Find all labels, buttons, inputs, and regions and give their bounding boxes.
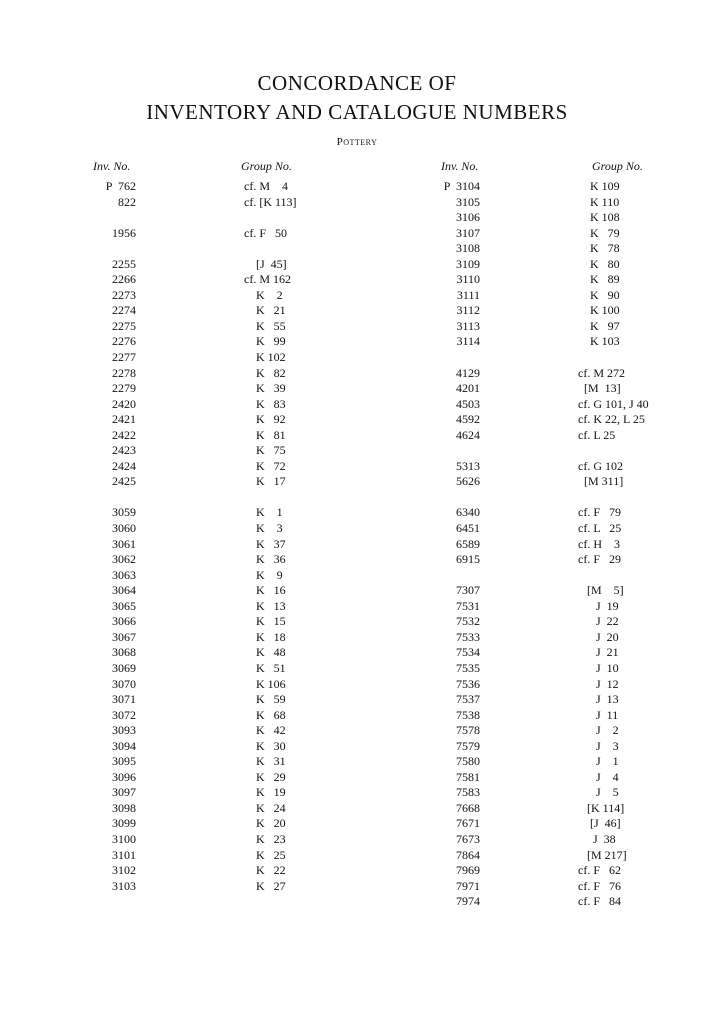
- inventory-number: 3065: [112, 598, 136, 613]
- table-row: [96, 334, 286, 350]
- inventory-number: 3108: [456, 241, 480, 256]
- group-number: cf. L 25: [578, 427, 616, 442]
- table-row: [96, 847, 286, 864]
- table-row: [432, 365, 625, 382]
- group-number: K 13: [244, 598, 286, 613]
- inventory-number: 7971: [456, 878, 480, 893]
- group-number: cf. F 50: [244, 225, 287, 240]
- table-row: [432, 723, 619, 739]
- group-number: cf. G 101, J 40: [578, 396, 649, 411]
- inventory-number: 2255: [112, 256, 136, 271]
- inventory-number: 3062: [112, 552, 136, 567]
- inventory-number: 7533: [456, 629, 480, 644]
- table-row: [96, 785, 286, 801]
- table-row: [96, 800, 286, 817]
- group-number: cf. [K 113]: [244, 194, 297, 209]
- table-row: [96, 645, 286, 661]
- inventory-number: 3067: [112, 629, 136, 644]
- inventory-number: 3112: [456, 303, 480, 318]
- group-number: K 20: [244, 816, 286, 831]
- group-number: cf. F 29: [578, 552, 621, 567]
- inventory-number: 3113: [456, 318, 480, 333]
- group-number: cf. M 4: [244, 179, 288, 193]
- inventory-number: 7668: [456, 800, 480, 815]
- inventory-number: 3107: [456, 225, 480, 240]
- table-row: [432, 505, 621, 521]
- table-row: [432, 707, 619, 724]
- table-row: [432, 847, 627, 864]
- table-row: [96, 427, 286, 444]
- inventory-number: 3063: [112, 567, 136, 582]
- inventory-number: 7579: [456, 738, 480, 753]
- group-number: K 17: [244, 474, 286, 489]
- group-number: J 22: [578, 614, 619, 629]
- column-header-group-left: Group No.: [241, 159, 292, 173]
- group-number: cf. M 162: [244, 272, 291, 287]
- inventory-number: 3106: [456, 210, 480, 225]
- inventory-number: 3059: [112, 505, 136, 520]
- inventory-number: 822: [118, 194, 136, 209]
- table-row: [432, 256, 620, 273]
- group-number: J 10: [578, 660, 619, 675]
- table-row: [432, 521, 622, 537]
- inventory-number: 4201: [456, 381, 480, 396]
- inventory-number: 7531: [456, 598, 480, 613]
- table-row: [432, 334, 620, 350]
- group-number: K 68: [244, 707, 286, 722]
- table-row: [96, 365, 286, 382]
- group-number: J 19: [578, 598, 619, 613]
- table-row: [432, 412, 645, 428]
- table-row: [432, 210, 620, 226]
- table-row: [432, 754, 619, 770]
- inventory-number: 3103: [112, 878, 136, 893]
- table-row: [96, 272, 291, 288]
- group-number: cf. H 3: [578, 536, 620, 551]
- inventory-number: 5626: [456, 474, 480, 489]
- group-number: K 23: [244, 831, 286, 846]
- table-row: [432, 474, 624, 490]
- inventory-number: 2422: [112, 427, 136, 442]
- table-row: [432, 536, 620, 553]
- group-number: cf. F 76: [578, 878, 621, 893]
- table-row: [96, 303, 286, 319]
- group-number: K 59: [244, 692, 286, 707]
- group-number: K 21: [244, 303, 286, 318]
- table-row: [96, 754, 286, 770]
- table-row: [96, 769, 286, 786]
- table-row: [432, 692, 619, 708]
- inventory-number: 6451: [456, 521, 480, 536]
- group-number: J 1: [578, 754, 619, 769]
- column-header-group-right: Group No.: [592, 159, 643, 173]
- group-number: K 75: [244, 443, 286, 458]
- inventory-number: 3100: [112, 831, 136, 846]
- table-row: [96, 583, 286, 599]
- inventory-number: 4129: [456, 365, 480, 380]
- group-number: cf. M 272: [578, 365, 625, 380]
- table-row: [432, 583, 624, 599]
- page-title-line-1: CONCORDANCE OF: [257, 71, 457, 95]
- group-number: K 9: [244, 567, 283, 582]
- table-row: [432, 676, 619, 693]
- group-number: K 22: [244, 863, 286, 878]
- inventory-number: 3098: [112, 800, 136, 815]
- inventory-number: 2276: [112, 334, 136, 349]
- inventory-number: P 762: [105, 179, 136, 193]
- inventory-number: 6340: [456, 505, 480, 520]
- group-number: K 106: [244, 676, 286, 691]
- table-row: [432, 241, 620, 257]
- group-number: K 24: [244, 800, 286, 815]
- group-number: K 1: [244, 505, 283, 520]
- table-row: [96, 598, 286, 615]
- inventory-number: 7578: [456, 723, 480, 738]
- inventory-number: 6589: [456, 536, 480, 551]
- table-row: [96, 629, 286, 646]
- group-number: J 20: [578, 629, 619, 644]
- inventory-number: 3099: [112, 816, 136, 831]
- table-row: [96, 396, 286, 413]
- table-row: [96, 350, 286, 366]
- inventory-number: 3095: [112, 754, 136, 769]
- inventory-number: 3114: [456, 334, 480, 349]
- table-row: [96, 552, 286, 568]
- group-number: J 4: [578, 769, 619, 784]
- group-number: J 5: [578, 785, 619, 800]
- inventory-number: 3109: [456, 256, 480, 271]
- table-row: [432, 894, 621, 910]
- table-row: [96, 474, 286, 490]
- inventory-number: 3102: [112, 863, 136, 878]
- inventory-number: 4503: [456, 396, 480, 411]
- group-number: K 92: [244, 412, 286, 427]
- group-number: K 3: [244, 521, 283, 536]
- table-row: [432, 318, 620, 335]
- inventory-number: 3071: [112, 692, 136, 707]
- inventory-number: 7969: [456, 863, 480, 878]
- inventory-number: 2420: [112, 396, 136, 411]
- group-number: cf. F 79: [578, 505, 621, 520]
- table-row: [432, 863, 621, 879]
- table-row: [96, 878, 286, 895]
- right-concordance-column: [432, 179, 649, 910]
- inventory-number: 7864: [456, 847, 480, 862]
- group-number: K 42: [244, 723, 286, 738]
- inventory-number: 7534: [456, 645, 480, 660]
- group-number: [M 13]: [578, 381, 621, 396]
- inventory-number: 7538: [456, 707, 480, 722]
- table-row: [96, 863, 286, 879]
- table-row: [432, 645, 619, 661]
- section-heading: Pottery: [336, 136, 378, 148]
- inventory-number: 2425: [112, 474, 136, 489]
- group-number: K 55: [244, 318, 286, 333]
- group-number: J 12: [578, 676, 619, 691]
- group-number: K 48: [244, 645, 286, 660]
- inventory-number: 3069: [112, 660, 136, 675]
- inventory-number: 3068: [112, 645, 136, 660]
- column-header-inv-left: Inv. No.: [93, 159, 131, 173]
- group-number: cf. K 22, L 25: [578, 412, 645, 427]
- group-number: K 36: [244, 552, 286, 567]
- table-row: [432, 629, 619, 646]
- table-row: [432, 614, 619, 630]
- inventory-number: 7537: [456, 692, 480, 707]
- inventory-number: 2278: [112, 365, 136, 380]
- table-row: [96, 738, 286, 755]
- table-row: [432, 800, 625, 817]
- group-number: K 37: [244, 536, 286, 551]
- group-number: [M 311]: [578, 474, 624, 489]
- table-row: [96, 458, 286, 475]
- inventory-number: 3061: [112, 536, 136, 551]
- table-row: [432, 381, 621, 397]
- inventory-number: 7974: [456, 894, 480, 909]
- table-row: [432, 179, 620, 195]
- inventory-number: 2266: [112, 272, 136, 287]
- inventory-number: 7673: [456, 831, 480, 846]
- group-number: K 30: [244, 738, 286, 753]
- table-row: [96, 614, 286, 630]
- table-row: [432, 660, 619, 677]
- inventory-number: 3072: [112, 707, 136, 722]
- table-row: [432, 427, 616, 444]
- group-number: K 72: [244, 458, 286, 473]
- group-number: K 19: [244, 785, 286, 800]
- table-row: [432, 816, 621, 832]
- group-number: K 83: [244, 396, 286, 411]
- inventory-number: P 3104: [443, 179, 480, 193]
- group-number: J 2: [578, 723, 619, 738]
- table-row: [432, 552, 621, 568]
- left-concordance-column: [96, 179, 297, 894]
- group-number: K 97: [578, 318, 620, 333]
- table-row: [432, 272, 620, 288]
- table-row: [96, 256, 287, 273]
- inventory-number: 2275: [112, 318, 136, 333]
- inventory-number: 3066: [112, 614, 136, 629]
- table-row: [432, 769, 619, 786]
- table-row: [96, 412, 286, 428]
- inventory-number: 7671: [456, 816, 480, 831]
- inventory-number: 3110: [456, 272, 480, 287]
- inventory-number: 7580: [456, 754, 480, 769]
- group-number: K 100: [578, 303, 620, 318]
- group-number: [M 5]: [578, 583, 624, 598]
- group-number: K 82: [244, 365, 286, 380]
- group-number: J 38: [578, 831, 616, 846]
- inventory-number: 3093: [112, 723, 136, 738]
- inventory-number: 3111: [456, 287, 480, 302]
- table-row: [96, 723, 286, 739]
- inventory-number: 3070: [112, 676, 136, 691]
- group-number: K 90: [578, 287, 620, 302]
- inventory-number: 3105: [456, 194, 480, 209]
- inventory-number: 6915: [456, 552, 480, 567]
- group-number: K 78: [578, 241, 620, 256]
- inventory-number: 2277: [112, 350, 136, 365]
- table-row: [96, 505, 283, 521]
- group-number: J 3: [578, 738, 619, 753]
- table-row: [96, 692, 286, 708]
- table-row: [96, 194, 297, 211]
- group-number: K 16: [244, 583, 286, 598]
- table-row: [96, 521, 283, 537]
- table-row: [96, 179, 288, 195]
- table-row: [432, 598, 619, 615]
- group-number: [M 217]: [578, 847, 627, 862]
- group-number: K 18: [244, 629, 286, 644]
- group-number: K 109: [578, 179, 620, 193]
- group-number: K 89: [578, 272, 620, 287]
- group-number: J 21: [578, 645, 619, 660]
- group-number: K 108: [578, 210, 620, 225]
- table-row: [96, 287, 283, 304]
- group-number: K 51: [244, 660, 286, 675]
- group-number: K 27: [244, 878, 286, 893]
- group-number: K 29: [244, 769, 286, 784]
- table-row: [432, 458, 623, 475]
- group-number: K 31: [244, 754, 286, 769]
- inventory-number: 2274: [112, 303, 136, 318]
- inventory-number: 3097: [112, 785, 136, 800]
- group-number: J 11: [578, 707, 619, 722]
- inventory-number: 3064: [112, 583, 136, 598]
- inventory-number: 2421: [112, 412, 136, 427]
- inventory-number: 3101: [112, 847, 136, 862]
- table-row: [96, 567, 283, 584]
- group-number: cf. F 62: [578, 863, 621, 878]
- table-row: [432, 225, 620, 242]
- column-header-inv-right: Inv. No.: [441, 159, 479, 173]
- group-number: K 81: [244, 427, 286, 442]
- group-number: cf. G 102: [578, 458, 623, 473]
- table-row: [432, 303, 620, 319]
- page-title-line-2: INVENTORY AND CATALOGUE NUMBERS: [146, 100, 568, 124]
- group-number: K 15: [244, 614, 286, 629]
- group-number: K 103: [578, 334, 620, 349]
- table-row: [96, 816, 286, 832]
- inventory-number: 3094: [112, 738, 136, 753]
- inventory-number: 2424: [112, 458, 136, 473]
- table-row: [96, 676, 286, 693]
- table-row: [432, 785, 619, 801]
- table-row: [432, 831, 616, 848]
- table-row: [96, 318, 286, 335]
- group-number: cf. L 25: [578, 521, 622, 536]
- group-number: K 110: [578, 194, 620, 209]
- group-number: K 25: [244, 847, 286, 862]
- inventory-number: 7536: [456, 676, 480, 691]
- group-number: [J 46]: [578, 816, 621, 831]
- group-number: K 79: [578, 225, 620, 240]
- table-row: [96, 536, 286, 553]
- inventory-number: 3060: [112, 521, 136, 536]
- group-number: K 80: [578, 256, 620, 271]
- table-row: [432, 396, 649, 413]
- group-number: [J 45]: [244, 256, 287, 271]
- inventory-number: 3096: [112, 769, 136, 784]
- table-row: [96, 660, 286, 677]
- table-row: [432, 738, 619, 755]
- inventory-number: 4624: [456, 427, 480, 442]
- group-number: K 102: [244, 350, 286, 365]
- group-number: K 39: [244, 381, 286, 396]
- inventory-number: 7583: [456, 785, 480, 800]
- inventory-number: 7532: [456, 614, 480, 629]
- inventory-number: 4592: [456, 412, 480, 427]
- table-row: [432, 287, 620, 304]
- table-row: [432, 878, 621, 895]
- group-number: cf. F 84: [578, 894, 621, 909]
- group-number: [K 114]: [578, 800, 625, 815]
- inventory-number: 2279: [112, 381, 136, 396]
- table-row: [96, 443, 286, 459]
- group-number: J 13: [578, 692, 619, 707]
- inventory-number: 7535: [456, 660, 480, 675]
- inventory-number: 2273: [112, 287, 136, 302]
- group-number: K 99: [244, 334, 286, 349]
- inventory-number: 1956: [112, 225, 136, 240]
- table-row: [96, 225, 287, 242]
- inventory-number: 7307: [456, 583, 480, 598]
- inventory-number: 7581: [456, 769, 480, 784]
- table-row: [96, 831, 286, 848]
- inventory-number: 5313: [456, 458, 480, 473]
- table-row: [432, 194, 620, 211]
- inventory-number: 2423: [112, 443, 136, 458]
- table-row: [96, 381, 286, 397]
- group-number: K 2: [244, 287, 283, 302]
- table-row: [96, 707, 286, 724]
